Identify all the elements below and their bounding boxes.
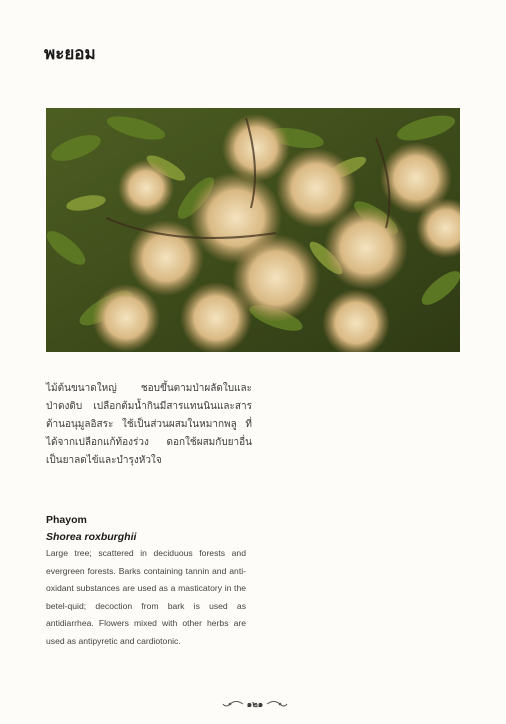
thai-description: ไม้ต้นขนาดใหญ่ ชอบขึ้นตามป่าผลัดใบและป่าดงดิบ เปลือกต้มน้ำกินมีสารแทนนินและสารต้านอนุมูลอิสระ ใช้เป็นส่วนผสมในหมากพลู ที่ได้จากเปลือกแก้ท้องร่วง ดอกใช้ผสมกับยาอื่นเป็นยาลดไข้และบำรุงหัวใจ [46, 383, 252, 466]
page-title: พะยอม [44, 44, 96, 64]
english-common-name: Phayom [46, 514, 87, 526]
page-number-ornament [215, 695, 295, 713]
plant-photo [46, 108, 460, 352]
scientific-name: Shorea roxburghii [46, 531, 137, 543]
right-flourish-icon [266, 699, 288, 709]
page-number: ๑๒๑ [246, 700, 264, 710]
left-flourish-icon [222, 699, 244, 709]
flowering-tree-image [46, 108, 460, 352]
english-description: Large tree; scattered in deciduous forests and evergreen forests. Barks containing tannin and anti-oxidant substances are used as a masticatory in the betel-quid; decoction from bark is used as antidiarrhea. Flowers mixed with other herbs are used as antipyretic and cardiotonic. [46, 548, 246, 646]
